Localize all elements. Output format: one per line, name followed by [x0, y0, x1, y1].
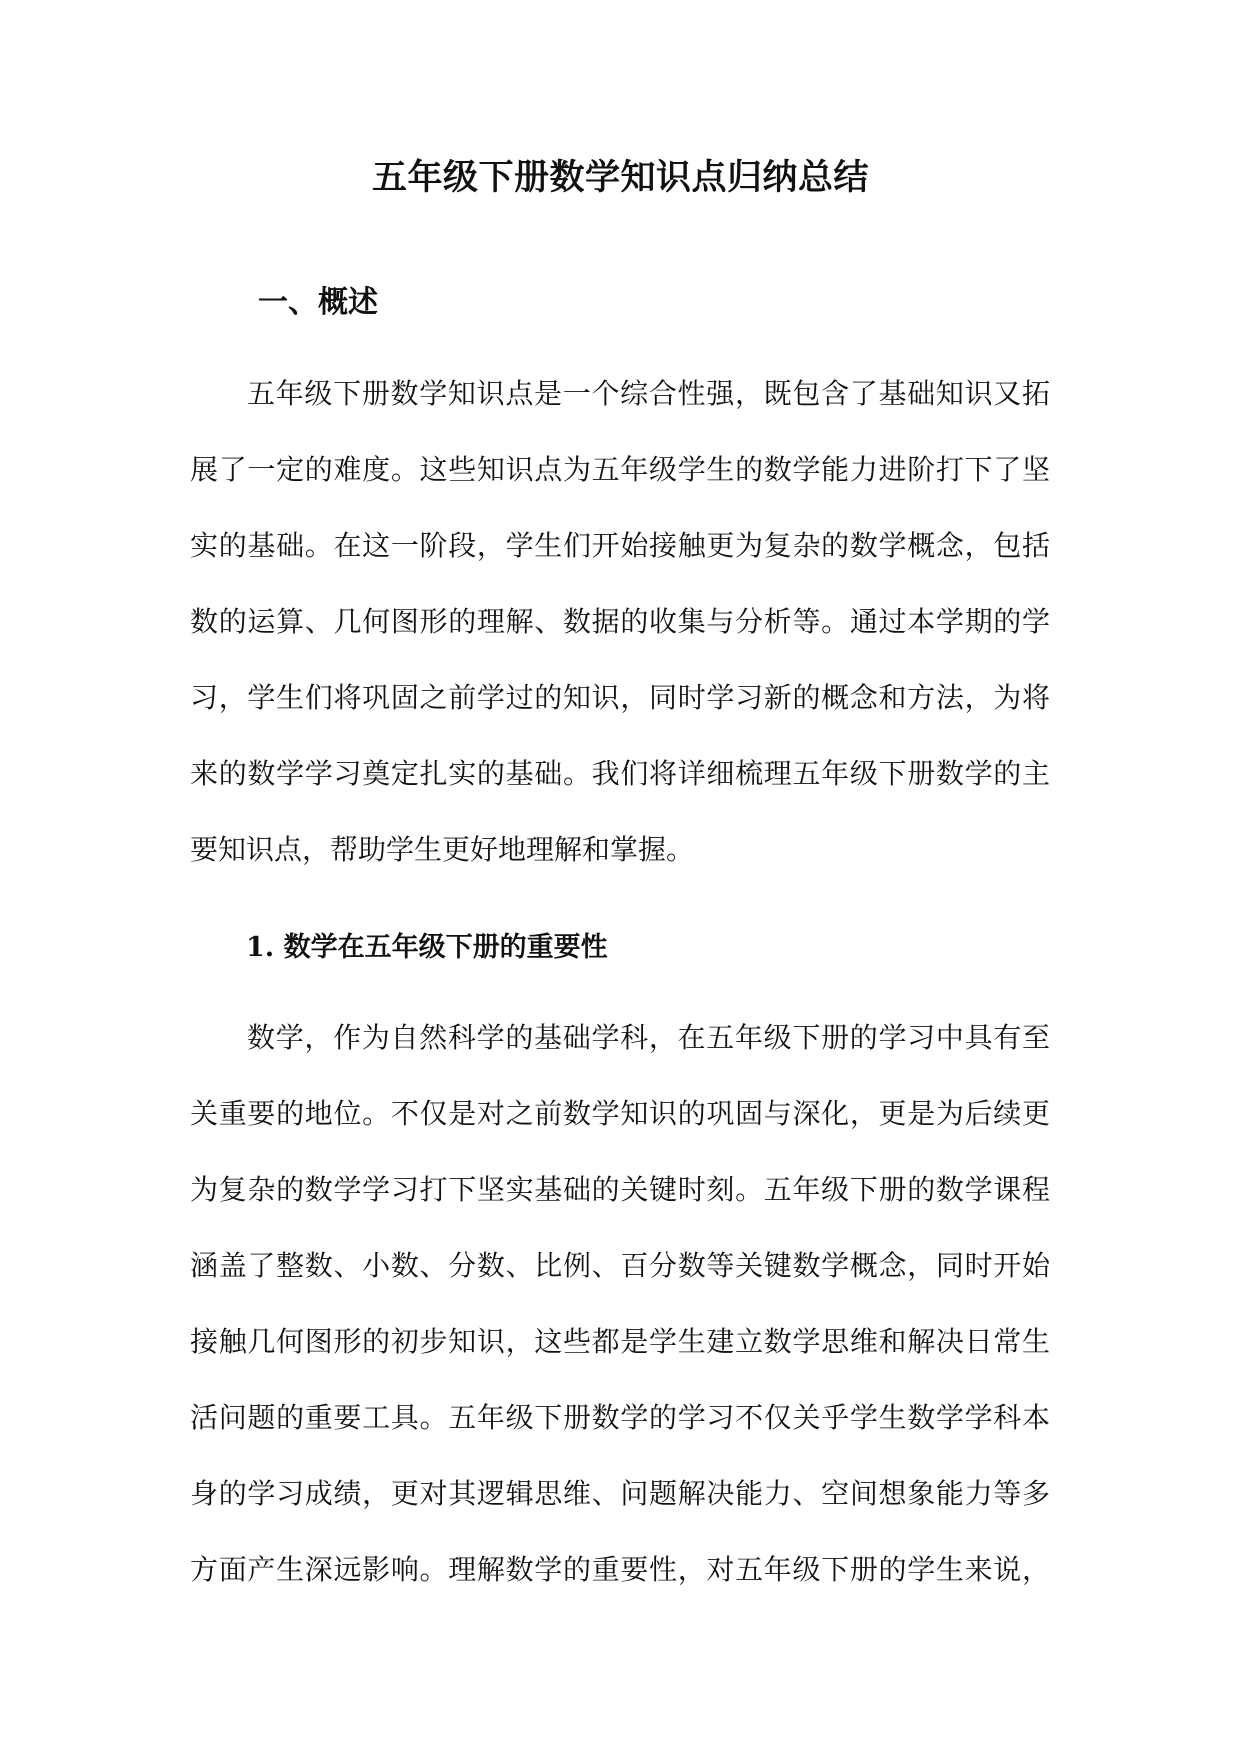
paragraph-line: 为复杂的数学学习打下坚实基础的关键时刻。五年级下册的数学课程	[190, 1173, 1050, 1206]
paragraph-line: 涵盖了整数、小数、分数、比例、百分数等关键数学概念，同时开始	[190, 1249, 1050, 1282]
paragraph-line: 身的学习成绩，更对其逻辑思维、问题解决能力、空间想象能力等多	[190, 1477, 1050, 1510]
section-heading-overview: 一、概述	[258, 285, 378, 320]
paragraph-line: 数的运算、几何图形的理解、数据的收集与分析等。通过本学期的学	[190, 605, 1050, 638]
document-title: 五年级下册数学知识点归纳总结	[371, 157, 869, 198]
subsection-heading-importance: 1. 数学在五年级下册的重要性	[246, 932, 608, 963]
paragraph-line: 来的数学学习奠定扎实的基础。我们将详细梳理五年级下册数学的主	[190, 757, 1050, 790]
overview-paragraph	[190, 356, 1050, 888]
paragraph-line: 实的基础。在这一阶段，学生们开始接触更为复杂的数学概念，包括	[190, 529, 1050, 562]
paragraph-line: 数学，作为自然科学的基础学科，在五年级下册的学习中具有至	[247, 1021, 1050, 1054]
paragraph-line: 关重要的地位。不仅是对之前数学知识的巩固与深化，更是为后续更	[190, 1097, 1050, 1130]
paragraph-line: 活问题的重要工具。五年级下册数学的学习不仅关乎学生数学学科本	[190, 1401, 1050, 1434]
paragraph-line: 展了一定的难度。这些知识点为五年级学生的数学能力进阶打下了坚	[190, 453, 1050, 486]
paragraph-line: 接触几何图形的初步知识，这些都是学生建立数学思维和解决日常生	[190, 1325, 1050, 1358]
paragraph-line: 五年级下册数学知识点是一个综合性强，既包含了基础知识又拓	[247, 377, 1050, 410]
paragraph-line: 要知识点，帮助学生更好地理解和掌握。	[190, 833, 695, 866]
importance-paragraph	[190, 1000, 1050, 1608]
paragraph-line: 习，学生们将巩固之前学过的知识，同时学习新的概念和方法，为将	[190, 681, 1050, 714]
paragraph-line: 方面产生深远影响。理解数学的重要性，对五年级下册的学生来说，	[190, 1553, 1050, 1586]
